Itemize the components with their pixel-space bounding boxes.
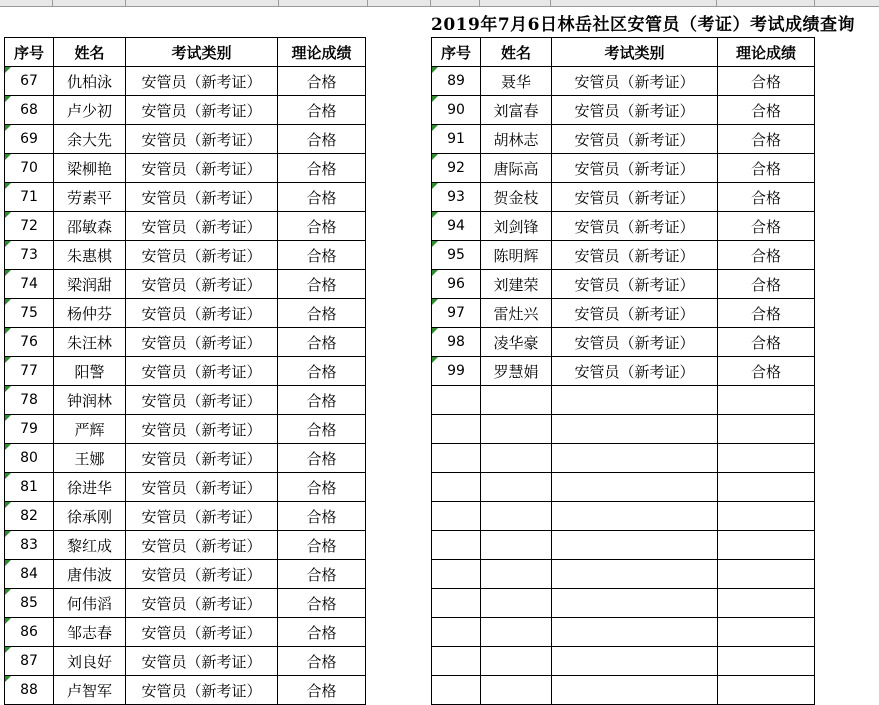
seq-cell[interactable]: 79	[5, 415, 54, 444]
header-seq: 序号	[432, 38, 481, 67]
seq-cell[interactable]	[432, 676, 481, 705]
table-row	[432, 473, 815, 502]
score-cell[interactable]: 合格	[278, 328, 366, 357]
table-row	[5, 560, 366, 589]
seq-cell[interactable]	[432, 415, 481, 444]
seq-cell[interactable]: 78	[5, 386, 54, 415]
seq-cell[interactable]	[432, 444, 481, 473]
seq-cell[interactable]: 75	[5, 299, 54, 328]
score-cell[interactable]	[718, 502, 815, 531]
category-cell[interactable]: 安管员（新考证）	[126, 415, 278, 444]
header-row	[5, 38, 366, 67]
category-cell[interactable]: 安管员（新考证）	[552, 212, 718, 241]
table-row	[5, 241, 366, 270]
name-cell[interactable]: 刘富春	[481, 96, 552, 125]
name-cell[interactable]: 胡林志	[481, 125, 552, 154]
table-row	[432, 154, 815, 183]
table-row	[5, 676, 366, 705]
name-cell[interactable]	[481, 473, 552, 502]
header-seq: 序号	[5, 38, 54, 67]
table-row	[432, 676, 815, 705]
seq-cell[interactable]: 87	[5, 647, 54, 676]
category-cell[interactable]: 安管员（新考证）	[126, 270, 278, 299]
name-cell[interactable]: 卢少初	[54, 96, 126, 125]
header-row	[432, 38, 815, 67]
results-table-left	[4, 37, 366, 705]
score-cell[interactable]	[718, 560, 815, 589]
seq-cell[interactable]: 97	[432, 299, 481, 328]
table-row	[5, 154, 366, 183]
seq-cell[interactable]: 67	[5, 67, 54, 96]
table-row	[432, 241, 815, 270]
table-row	[5, 618, 366, 647]
name-cell[interactable]	[481, 647, 552, 676]
seq-cell[interactable]: 89	[432, 67, 481, 96]
score-cell[interactable]: 合格	[278, 560, 366, 589]
category-cell[interactable]	[552, 618, 718, 647]
score-cell[interactable]: 合格	[718, 125, 815, 154]
table-row	[5, 212, 366, 241]
score-cell[interactable]: 合格	[718, 299, 815, 328]
name-cell[interactable]: 钟润林	[54, 386, 126, 415]
table-row	[432, 386, 815, 415]
seq-cell[interactable]: 73	[5, 241, 54, 270]
score-cell[interactable]: 合格	[278, 299, 366, 328]
seq-cell[interactable]: 74	[5, 270, 54, 299]
seq-cell[interactable]: 68	[5, 96, 54, 125]
score-cell[interactable]	[718, 647, 815, 676]
name-cell[interactable]	[481, 386, 552, 415]
table-row	[5, 386, 366, 415]
category-cell[interactable]: 安管员（新考证）	[552, 96, 718, 125]
score-cell[interactable]	[718, 531, 815, 560]
table-row	[5, 96, 366, 125]
category-cell[interactable]: 安管员（新考证）	[552, 299, 718, 328]
header-score: 理论成绩	[278, 38, 366, 67]
category-cell[interactable]	[552, 502, 718, 531]
category-cell[interactable]: 安管员（新考证）	[552, 125, 718, 154]
name-cell[interactable]: 徐承刚	[54, 502, 126, 531]
table-row	[5, 589, 366, 618]
score-cell[interactable]: 合格	[278, 357, 366, 386]
category-cell[interactable]: 安管员（新考证）	[552, 183, 718, 212]
category-cell[interactable]: 安管员（新考证）	[552, 154, 718, 183]
category-cell[interactable]: 安管员（新考证）	[126, 212, 278, 241]
name-cell[interactable]	[481, 589, 552, 618]
seq-cell[interactable]: 86	[5, 618, 54, 647]
name-cell[interactable]: 何伟滔	[54, 589, 126, 618]
seq-cell[interactable]	[432, 589, 481, 618]
seq-cell[interactable]: 90	[432, 96, 481, 125]
name-cell[interactable]: 劳素平	[54, 183, 126, 212]
score-cell[interactable]: 合格	[718, 328, 815, 357]
name-cell[interactable]: 杨仲芬	[54, 299, 126, 328]
name-cell[interactable]: 黎红成	[54, 531, 126, 560]
score-cell[interactable]	[718, 473, 815, 502]
column-header-strip	[0, 0, 879, 7]
table-row	[432, 444, 815, 473]
header-category: 考试类别	[126, 38, 278, 67]
name-cell[interactable]	[481, 502, 552, 531]
table-row	[432, 212, 815, 241]
table-row	[432, 502, 815, 531]
seq-cell[interactable]: 94	[432, 212, 481, 241]
score-cell[interactable]: 合格	[278, 212, 366, 241]
table-body-right	[432, 67, 815, 705]
category-cell[interactable]: 安管员（新考证）	[126, 183, 278, 212]
category-cell[interactable]	[552, 560, 718, 589]
score-cell[interactable]: 合格	[278, 647, 366, 676]
name-cell[interactable]: 唐伟波	[54, 560, 126, 589]
table-row	[5, 502, 366, 531]
name-cell[interactable]: 刘建荣	[481, 270, 552, 299]
category-cell[interactable]: 安管员（新考证）	[126, 357, 278, 386]
score-cell[interactable]	[718, 386, 815, 415]
seq-cell[interactable]: 72	[5, 212, 54, 241]
score-cell[interactable]	[718, 444, 815, 473]
table-row	[432, 589, 815, 618]
seq-cell[interactable]: 88	[5, 676, 54, 705]
name-cell[interactable]: 余大先	[54, 125, 126, 154]
seq-cell[interactable]	[432, 386, 481, 415]
score-cell[interactable]: 合格	[278, 444, 366, 473]
score-cell[interactable]: 合格	[718, 241, 815, 270]
name-cell[interactable]: 严辉	[54, 415, 126, 444]
name-cell[interactable]: 梁柳艳	[54, 154, 126, 183]
category-cell[interactable]: 安管员（新考证）	[552, 357, 718, 386]
score-cell[interactable]	[718, 589, 815, 618]
table-row	[5, 647, 366, 676]
score-cell[interactable]: 合格	[278, 96, 366, 125]
seq-cell[interactable]: 69	[5, 125, 54, 154]
category-cell[interactable]: 安管员（新考证）	[552, 270, 718, 299]
name-cell[interactable]: 罗慧娟	[481, 357, 552, 386]
name-cell[interactable]: 朱惠棋	[54, 241, 126, 270]
category-cell[interactable]	[552, 676, 718, 705]
name-cell[interactable]: 阳警	[54, 357, 126, 386]
score-cell[interactable]: 合格	[278, 676, 366, 705]
seq-cell[interactable]: 70	[5, 154, 54, 183]
table-row	[5, 328, 366, 357]
table-row	[5, 357, 366, 386]
table-row	[5, 444, 366, 473]
table-row	[432, 647, 815, 676]
table-row	[432, 357, 815, 386]
page-title: 2019年7月6日林岳社区安管员（考证）考试成绩查询	[431, 15, 855, 35]
name-cell[interactable]: 王娜	[54, 444, 126, 473]
name-cell[interactable]	[481, 676, 552, 705]
category-cell[interactable]: 安管员（新考证）	[126, 473, 278, 502]
seq-cell[interactable]	[432, 531, 481, 560]
name-cell[interactable]: 聂华	[481, 67, 552, 96]
name-cell[interactable]: 刘剑锋	[481, 212, 552, 241]
score-cell[interactable]: 合格	[718, 270, 815, 299]
table-row	[432, 270, 815, 299]
seq-cell[interactable]: 96	[432, 270, 481, 299]
category-cell[interactable]: 安管员（新考证）	[126, 647, 278, 676]
seq-cell[interactable]	[432, 473, 481, 502]
name-cell[interactable]: 朱汪林	[54, 328, 126, 357]
seq-cell[interactable]	[432, 560, 481, 589]
category-cell[interactable]	[552, 589, 718, 618]
table-row	[432, 67, 815, 96]
score-cell[interactable]: 合格	[718, 183, 815, 212]
name-cell[interactable]: 邵敏森	[54, 212, 126, 241]
table-row	[432, 96, 815, 125]
header-category: 考试类别	[552, 38, 718, 67]
table-row	[432, 328, 815, 357]
name-cell[interactable]	[481, 560, 552, 589]
name-cell[interactable]: 贺金枝	[481, 183, 552, 212]
category-cell[interactable]: 安管员（新考证）	[126, 67, 278, 96]
category-cell[interactable]	[552, 531, 718, 560]
name-cell[interactable]	[481, 618, 552, 647]
seq-cell[interactable]: 98	[432, 328, 481, 357]
seq-cell[interactable]	[432, 502, 481, 531]
score-cell[interactable]	[718, 618, 815, 647]
score-cell[interactable]: 合格	[278, 473, 366, 502]
table-body-left	[5, 67, 366, 705]
seq-cell[interactable]: 76	[5, 328, 54, 357]
score-cell[interactable]: 合格	[278, 386, 366, 415]
name-cell[interactable]: 徐进华	[54, 473, 126, 502]
category-cell[interactable]: 安管员（新考证）	[126, 560, 278, 589]
name-cell[interactable]	[481, 444, 552, 473]
category-cell[interactable]: 安管员（新考证）	[552, 328, 718, 357]
header-score: 理论成绩	[718, 38, 815, 67]
score-cell[interactable]: 合格	[278, 415, 366, 444]
seq-cell[interactable]: 93	[432, 183, 481, 212]
table-row	[432, 125, 815, 154]
category-cell[interactable]	[552, 444, 718, 473]
score-cell[interactable]: 合格	[278, 67, 366, 96]
table-row	[5, 473, 366, 502]
table-row	[432, 618, 815, 647]
table-row	[5, 125, 366, 154]
score-cell[interactable]: 合格	[278, 589, 366, 618]
category-cell[interactable]: 安管员（新考证）	[126, 96, 278, 125]
name-cell[interactable]	[481, 415, 552, 444]
category-cell[interactable]	[552, 473, 718, 502]
name-cell[interactable]: 凌华豪	[481, 328, 552, 357]
score-cell[interactable]: 合格	[278, 502, 366, 531]
seq-cell[interactable]: 77	[5, 357, 54, 386]
name-cell[interactable]: 邹志春	[54, 618, 126, 647]
header-name: 姓名	[481, 38, 552, 67]
score-cell[interactable]: 合格	[278, 125, 366, 154]
category-cell[interactable]	[552, 386, 718, 415]
header-name: 姓名	[54, 38, 126, 67]
seq-cell[interactable]: 82	[5, 502, 54, 531]
score-cell[interactable]: 合格	[278, 531, 366, 560]
table-row	[432, 531, 815, 560]
table-row	[432, 415, 815, 444]
category-cell[interactable]: 安管员（新考证）	[126, 125, 278, 154]
category-cell[interactable]: 安管员（新考证）	[126, 444, 278, 473]
score-cell[interactable]: 合格	[278, 618, 366, 647]
category-cell[interactable]: 安管员（新考证）	[126, 676, 278, 705]
category-cell[interactable]: 安管员（新考证）	[126, 299, 278, 328]
seq-cell[interactable]: 81	[5, 473, 54, 502]
seq-cell[interactable]: 71	[5, 183, 54, 212]
seq-cell[interactable]: 92	[432, 154, 481, 183]
category-cell[interactable]	[552, 415, 718, 444]
name-cell[interactable]: 梁润甜	[54, 270, 126, 299]
score-cell[interactable]: 合格	[718, 67, 815, 96]
table-row	[432, 183, 815, 212]
table-row	[5, 67, 366, 96]
name-cell[interactable]: 雷灶兴	[481, 299, 552, 328]
category-cell[interactable]: 安管员（新考证）	[126, 618, 278, 647]
seq-cell[interactable]	[432, 618, 481, 647]
category-cell[interactable]: 安管员（新考证）	[126, 502, 278, 531]
name-cell[interactable]: 仇柏泳	[54, 67, 126, 96]
category-cell[interactable]	[552, 647, 718, 676]
seq-cell[interactable]: 95	[432, 241, 481, 270]
score-cell[interactable]: 合格	[718, 212, 815, 241]
category-cell[interactable]: 安管员（新考证）	[126, 154, 278, 183]
table-row	[5, 531, 366, 560]
table-row	[5, 183, 366, 212]
score-cell[interactable]: 合格	[278, 183, 366, 212]
name-cell[interactable]: 唐际高	[481, 154, 552, 183]
name-cell[interactable]	[481, 531, 552, 560]
score-cell[interactable]: 合格	[278, 241, 366, 270]
category-cell[interactable]: 安管员（新考证）	[126, 589, 278, 618]
table-row	[5, 415, 366, 444]
table-row	[5, 270, 366, 299]
name-cell[interactable]: 卢智军	[54, 676, 126, 705]
seq-cell[interactable]: 80	[5, 444, 54, 473]
category-cell[interactable]: 安管员（新考证）	[126, 531, 278, 560]
table-row	[432, 560, 815, 589]
results-table-right	[431, 37, 815, 705]
score-cell[interactable]	[718, 676, 815, 705]
score-cell[interactable]: 合格	[718, 96, 815, 125]
category-cell[interactable]: 安管员（新考证）	[126, 328, 278, 357]
name-cell[interactable]: 刘良好	[54, 647, 126, 676]
seq-cell[interactable]	[432, 647, 481, 676]
seq-cell[interactable]: 99	[432, 357, 481, 386]
table-row	[432, 299, 815, 328]
seq-cell[interactable]: 91	[432, 125, 481, 154]
seq-cell[interactable]: 84	[5, 560, 54, 589]
table-row	[5, 299, 366, 328]
score-cell[interactable]: 合格	[718, 357, 815, 386]
score-cell[interactable]: 合格	[278, 270, 366, 299]
category-cell[interactable]: 安管员（新考证）	[552, 67, 718, 96]
name-cell[interactable]: 陈明辉	[481, 241, 552, 270]
score-cell[interactable]	[718, 415, 815, 444]
seq-cell[interactable]: 83	[5, 531, 54, 560]
score-cell[interactable]: 合格	[278, 154, 366, 183]
score-cell[interactable]: 合格	[718, 154, 815, 183]
seq-cell[interactable]: 85	[5, 589, 54, 618]
category-cell[interactable]: 安管员（新考证）	[126, 386, 278, 415]
category-cell[interactable]: 安管员（新考证）	[552, 241, 718, 270]
category-cell[interactable]: 安管员（新考证）	[126, 241, 278, 270]
